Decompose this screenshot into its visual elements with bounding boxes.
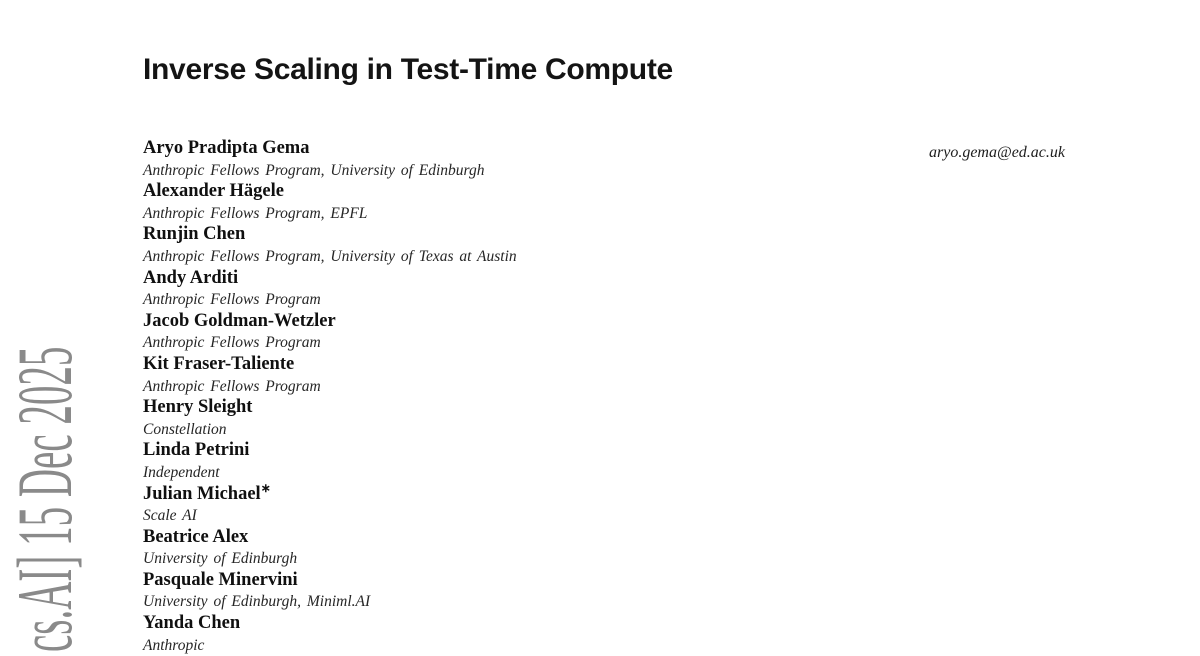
author-affiliation: Constellation xyxy=(143,420,227,438)
author-entry xyxy=(143,570,863,613)
author-affiliation: Anthropic Fellows Program xyxy=(143,291,321,309)
author-name xyxy=(143,397,863,419)
author-affiliation: Scale AI xyxy=(143,507,197,525)
author-affiliation: Anthropic Fellows Program xyxy=(143,334,321,352)
author-name-text: Andy Arditi xyxy=(143,267,239,288)
author-name xyxy=(143,440,863,462)
author-name-text: Yanda Chen xyxy=(143,613,241,634)
author-name xyxy=(143,570,863,592)
author-name xyxy=(143,181,863,203)
author-list xyxy=(143,138,863,656)
author-affiliation: University of Edinburgh, Miniml.AI xyxy=(143,593,371,611)
author-affiliation: University of Edinburgh xyxy=(143,550,298,568)
author-entry xyxy=(143,613,863,656)
author-entry xyxy=(143,268,863,311)
author-affiliation: Independent xyxy=(143,463,220,481)
author-affiliation: Anthropic Fellows Program, EPFL xyxy=(143,204,368,222)
author-affiliation: Anthropic Fellows Program xyxy=(143,377,321,395)
author-name-text: Aryo Pradipta Gema xyxy=(143,138,310,158)
arxiv-watermark: cs.AI] 15 Dec 2025 xyxy=(3,346,89,652)
author-name-text: Beatrice Alex xyxy=(143,526,249,547)
author-name-text: Henry Sleight xyxy=(143,397,253,418)
author-affiliation: Anthropic xyxy=(143,636,205,654)
author-entry xyxy=(143,480,863,527)
author-entry xyxy=(143,397,863,440)
author-name xyxy=(143,138,863,160)
author-name-text: Pasquale Minervini xyxy=(143,569,298,590)
author-name-text: Jacob Goldman-Wetzler xyxy=(143,310,336,331)
author-footnote-marker: ∗ xyxy=(260,480,271,495)
author-name xyxy=(143,354,863,376)
author-name xyxy=(143,480,863,506)
author-affiliation: Anthropic Fellows Program, University of Edinburgh xyxy=(143,161,485,179)
author-entry xyxy=(143,311,863,354)
author-entry xyxy=(143,527,863,570)
author-name-text: Julian Michael xyxy=(143,483,261,504)
author-entry xyxy=(143,181,863,224)
author-entry xyxy=(143,224,863,267)
author-name-text: Alexander Hägele xyxy=(143,181,284,202)
author-name-text: Runjin Chen xyxy=(143,224,246,245)
author-entry xyxy=(143,354,863,397)
author-name xyxy=(143,527,863,549)
author-name-text: Kit Fraser-Taliente xyxy=(143,353,295,374)
contact-email: aryo.gema@ed.ac.uk xyxy=(928,144,1065,161)
author-entry xyxy=(143,440,863,483)
author-entry xyxy=(143,138,863,181)
author-name xyxy=(143,311,863,333)
paper-title: Inverse Scaling in Test-Time Compute xyxy=(143,53,673,86)
author-name xyxy=(143,268,863,290)
author-affiliation: Anthropic Fellows Program, University of Texas at Austin xyxy=(143,247,517,265)
author-name xyxy=(143,613,863,635)
author-name-text: Linda Petrini xyxy=(143,440,250,461)
author-name xyxy=(143,224,863,246)
